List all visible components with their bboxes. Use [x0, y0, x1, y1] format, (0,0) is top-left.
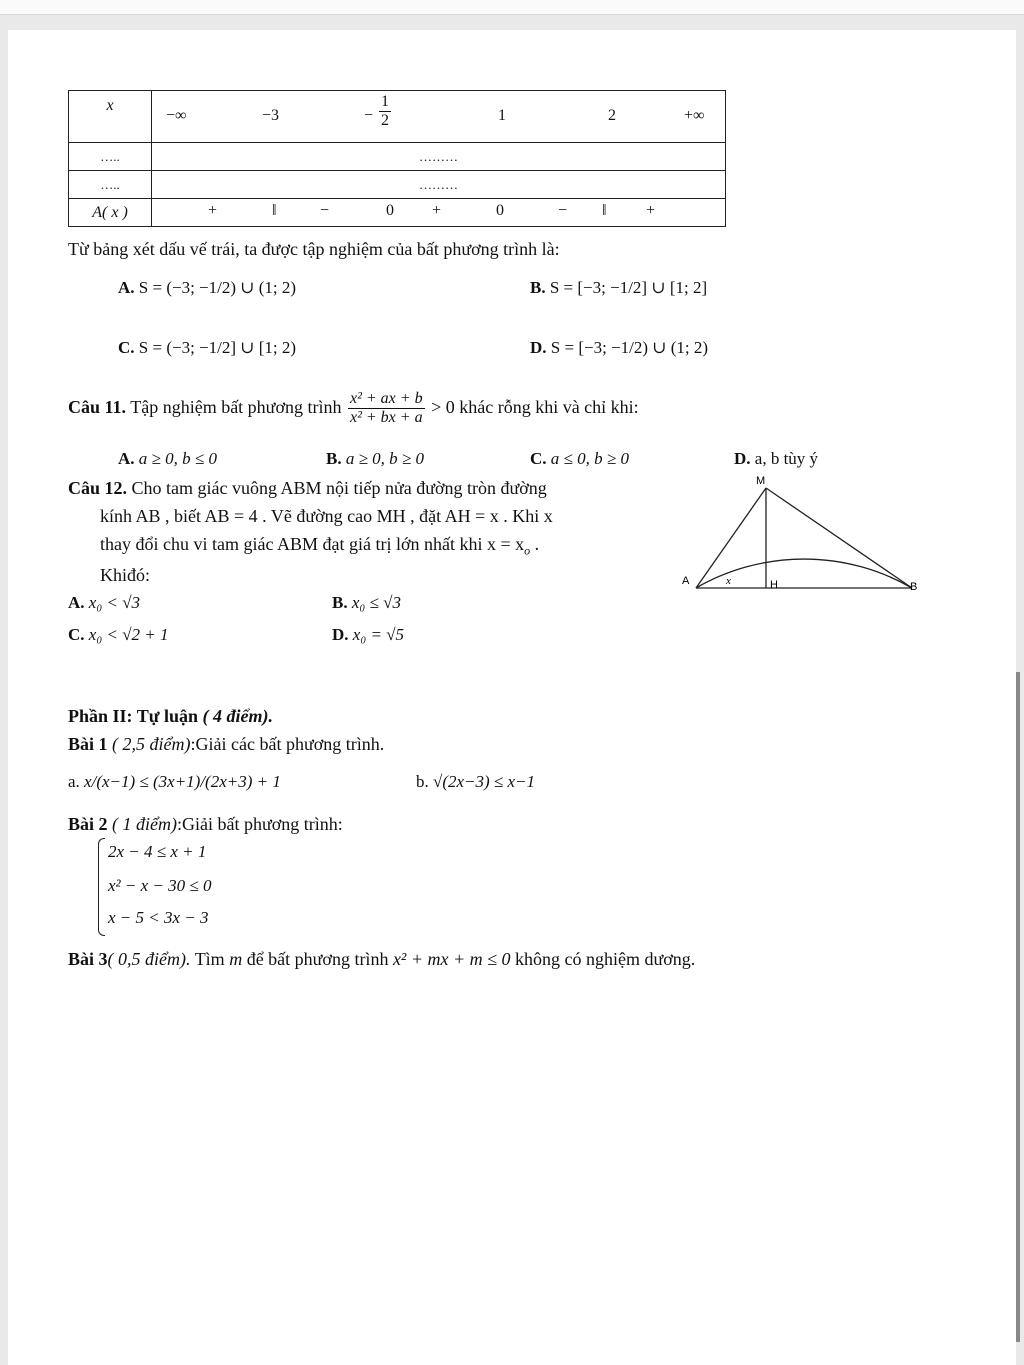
exercise-label: Bài 2 — [68, 814, 108, 834]
option-text: x₀ ≤ √3 — [351, 593, 401, 612]
row2-label: ….. — [69, 171, 152, 199]
fraction-numerator: x² + ax + b — [348, 390, 425, 409]
row1-content: ……… — [152, 143, 726, 171]
q10-option-b — [530, 278, 707, 298]
section-title: Phần II: Tự luận — [68, 706, 199, 726]
exercise-text: Tìm — [194, 949, 225, 969]
bai1-part-a — [68, 772, 281, 792]
part-expression: x/(x−1) ≤ (3x+1)/(2x+3) + 1 — [84, 772, 281, 791]
part-expression: √(2x−3) ≤ x−1 — [433, 772, 536, 791]
part2-title — [68, 706, 273, 727]
q12-option-b — [332, 593, 401, 613]
bai1-part-b — [416, 772, 535, 792]
point-neg-inf: −∞ — [166, 107, 187, 124]
part-label: a. — [68, 772, 80, 791]
option-label: C. — [530, 449, 547, 468]
bai2-heading — [68, 814, 343, 835]
row1-label: ….. — [69, 143, 152, 171]
q10-option-c — [118, 338, 296, 358]
option-text: x₀ < √2 + 1 — [88, 625, 169, 644]
viewer-top-strip — [0, 0, 1024, 15]
q12-line3 — [100, 534, 539, 559]
exercise-points: ( 1 điểm) — [112, 814, 177, 834]
option-label: A. — [68, 593, 85, 612]
sign-item: + — [432, 202, 442, 219]
point-pos-inf: +∞ — [684, 107, 705, 124]
question-label: Câu 11. — [68, 397, 127, 418]
table-header-x — [69, 91, 152, 143]
option-text: a ≥ 0, b ≥ 0 — [345, 449, 425, 468]
exercise-label: Bài 3 — [68, 949, 108, 969]
label-x: x — [726, 575, 731, 587]
sign-item: 0 — [386, 202, 394, 219]
part-label: b. — [416, 772, 429, 791]
point-neg-half: $\frac{1}{2}$ — [381, 93, 389, 130]
option-text: a, b tùy ý — [754, 449, 819, 468]
sign-item: + — [646, 202, 656, 219]
option-text: S = (−3; −1/2) ∪ (1; 2) — [138, 278, 297, 297]
option-label: D. — [332, 625, 349, 644]
q11-option-a — [118, 449, 217, 469]
option-label: B. — [530, 278, 546, 297]
scrollbar[interactable] — [1016, 672, 1020, 1342]
q11-option-b — [326, 449, 424, 469]
sign-item: − — [320, 202, 330, 219]
fraction-denominator: x² + bx + a — [349, 409, 423, 427]
q12-option-c — [68, 625, 169, 645]
question-text: . — [530, 534, 540, 554]
table-header-points — [152, 91, 726, 143]
q12-line4: Khiđó: — [100, 565, 151, 585]
side-am — [696, 488, 766, 588]
sign-table — [68, 90, 726, 227]
question-text: khác rỗng khi và chỉ khi: — [459, 397, 639, 418]
option-label: C. — [68, 625, 85, 644]
system-eq-2: x² − x − 30 ≤ 0 — [108, 876, 212, 895]
exercise-text: :Giải các bất phương trình. — [190, 734, 385, 754]
sign-item: − — [558, 202, 568, 219]
q12-line1 — [68, 478, 547, 499]
x-label: x — [106, 97, 114, 114]
system-brace — [98, 838, 105, 936]
point-neg-3: −3 — [262, 107, 280, 124]
exercise-text: để bất phương trình — [246, 949, 389, 969]
exercise-label: Bài 1 — [68, 734, 108, 754]
variable-m: m — [229, 949, 243, 969]
option-label: B. — [326, 449, 342, 468]
bai3-text — [68, 949, 695, 970]
bai1-heading — [68, 734, 384, 755]
option-text: a ≤ 0, b ≥ 0 — [550, 449, 629, 468]
option-text: x₀ < √3 — [88, 593, 141, 612]
system-eq-1: 2x − 4 ≤ x + 1 — [108, 842, 207, 861]
sign-item: 0 — [496, 202, 504, 219]
option-label: A. — [118, 278, 135, 297]
option-text: S = (−3; −1/2] ∪ [1; 2) — [138, 338, 297, 357]
point-1: 1 — [498, 107, 506, 124]
exercise-text: :Giải bất phương trình: — [177, 814, 343, 834]
semicircle-figure — [676, 470, 926, 600]
question-text: Cho tam giác vuông ABM nội tiếp nửa đường tròn đường — [131, 478, 547, 498]
question-text: thay đổi chu vi tam giác ABM đạt giá trị lớn nhất khi x = x — [100, 534, 525, 554]
sign-item: ‖ — [272, 202, 277, 219]
document-page — [8, 30, 1016, 1365]
q11-stem — [68, 390, 639, 428]
option-text: a ≥ 0, b ≤ 0 — [138, 449, 217, 468]
label-a: A — [682, 575, 690, 587]
system-eq-3: x − 5 < 3x − 3 — [108, 908, 209, 927]
q12-option-a — [68, 593, 140, 613]
row3-label: A( x ) — [69, 199, 152, 227]
option-text: S = [−3; −1/2) ∪ (1; 2) — [550, 338, 709, 357]
inequality-sign: > 0 — [431, 397, 455, 418]
label-h: H — [770, 579, 778, 591]
q10-option-d — [530, 338, 708, 358]
point-minus-sign: − — [364, 107, 374, 124]
sign-item: + — [208, 202, 218, 219]
exercise-points: ( 0,5 điểm). — [107, 949, 191, 969]
side-mb — [766, 488, 912, 588]
question-label: Câu 12. — [68, 478, 128, 498]
q10-intro: Từ bảng xét dấu vế trái, ta được tập nghiệm của bất phương trình là: — [68, 239, 560, 259]
exercise-points: ( 2,5 điểm) — [112, 734, 191, 754]
q11-fraction — [348, 390, 425, 428]
section-points: ( 4 điểm). — [202, 706, 274, 726]
label-b: B — [910, 581, 918, 593]
option-label: A. — [118, 449, 135, 468]
row2-content: ……… — [152, 171, 726, 199]
label-m: M — [756, 475, 766, 487]
subscript: o — [524, 543, 531, 558]
point-2: 2 — [608, 107, 616, 124]
option-label: B. — [332, 593, 348, 612]
q12-line2: kính AB , biết AB = 4 . Vẽ đường cao MH , đặt AH = x . Khi x — [100, 506, 553, 526]
q11-option-c — [530, 449, 629, 469]
option-label: D. — [530, 338, 547, 357]
question-text: Tập nghiệm bất phương trình — [130, 397, 342, 418]
option-label: D. — [734, 449, 751, 468]
q11-option-d — [734, 449, 818, 469]
row3-signs — [152, 199, 726, 227]
option-label: C. — [118, 338, 135, 357]
inequality-expression: x² + mx + m ≤ 0 — [392, 949, 511, 969]
exercise-text: không có nghiệm dương. — [514, 949, 696, 969]
q10-option-a — [118, 278, 296, 298]
sign-item: ‖ — [602, 202, 607, 219]
option-text: x₀ = √5 — [352, 625, 405, 644]
option-text: S = [−3; −1/2] ∪ [1; 2] — [549, 278, 708, 297]
q12-option-d — [332, 625, 404, 645]
